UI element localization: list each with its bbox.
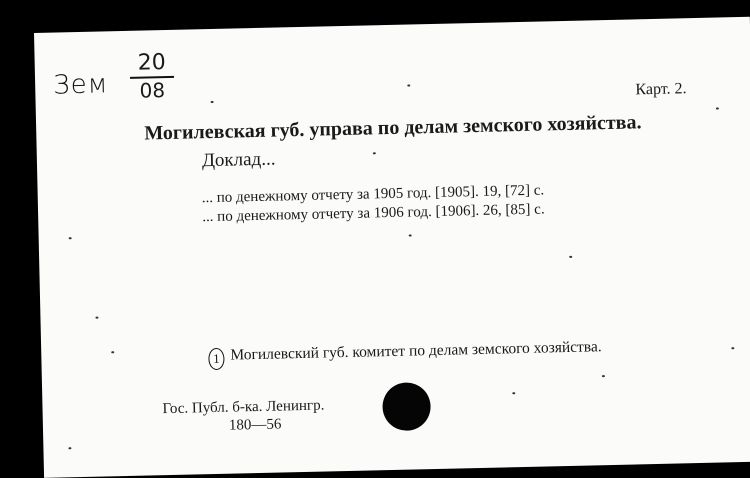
speck [602,375,605,377]
speck [111,351,114,353]
fraction-top: 20 [137,50,166,76]
entry-line: ... по денежному отчету за 1906 год. [1906]. 26, [85] с. [202,201,545,226]
card-title: Могилевская губ. управа по делам земского хозяйства. [144,111,642,145]
hole-punch-stamp [382,382,431,431]
cross-reference-text: Могилевский губ. комитет по делам земского хозяйства. [230,338,602,364]
library-code: 180—56 [228,416,282,434]
entry-line: ... по денежному отчету за 1905 год. [1905]. 19, [72] с. [201,182,545,207]
library-name: Гос. Публ. б-ка. Ленингр. [162,397,325,418]
speck [716,107,719,109]
speck [407,84,410,86]
card-number: Карт. 2. [635,80,687,99]
catalog-card [34,17,750,478]
fraction-bottom: 08 [139,78,166,103]
speck [731,347,734,349]
handwritten-code: Зем [52,69,109,101]
speck [373,152,376,154]
doklad-heading: Доклад... [201,148,276,172]
speck [211,101,214,103]
handwritten-fraction [129,52,174,101]
speck [69,237,72,239]
speck [95,317,98,319]
speck [409,234,412,236]
speck [569,256,572,258]
speck [68,447,71,449]
cross-reference [208,338,602,370]
circled-number-icon: 1 [208,348,224,370]
speck [512,392,515,394]
